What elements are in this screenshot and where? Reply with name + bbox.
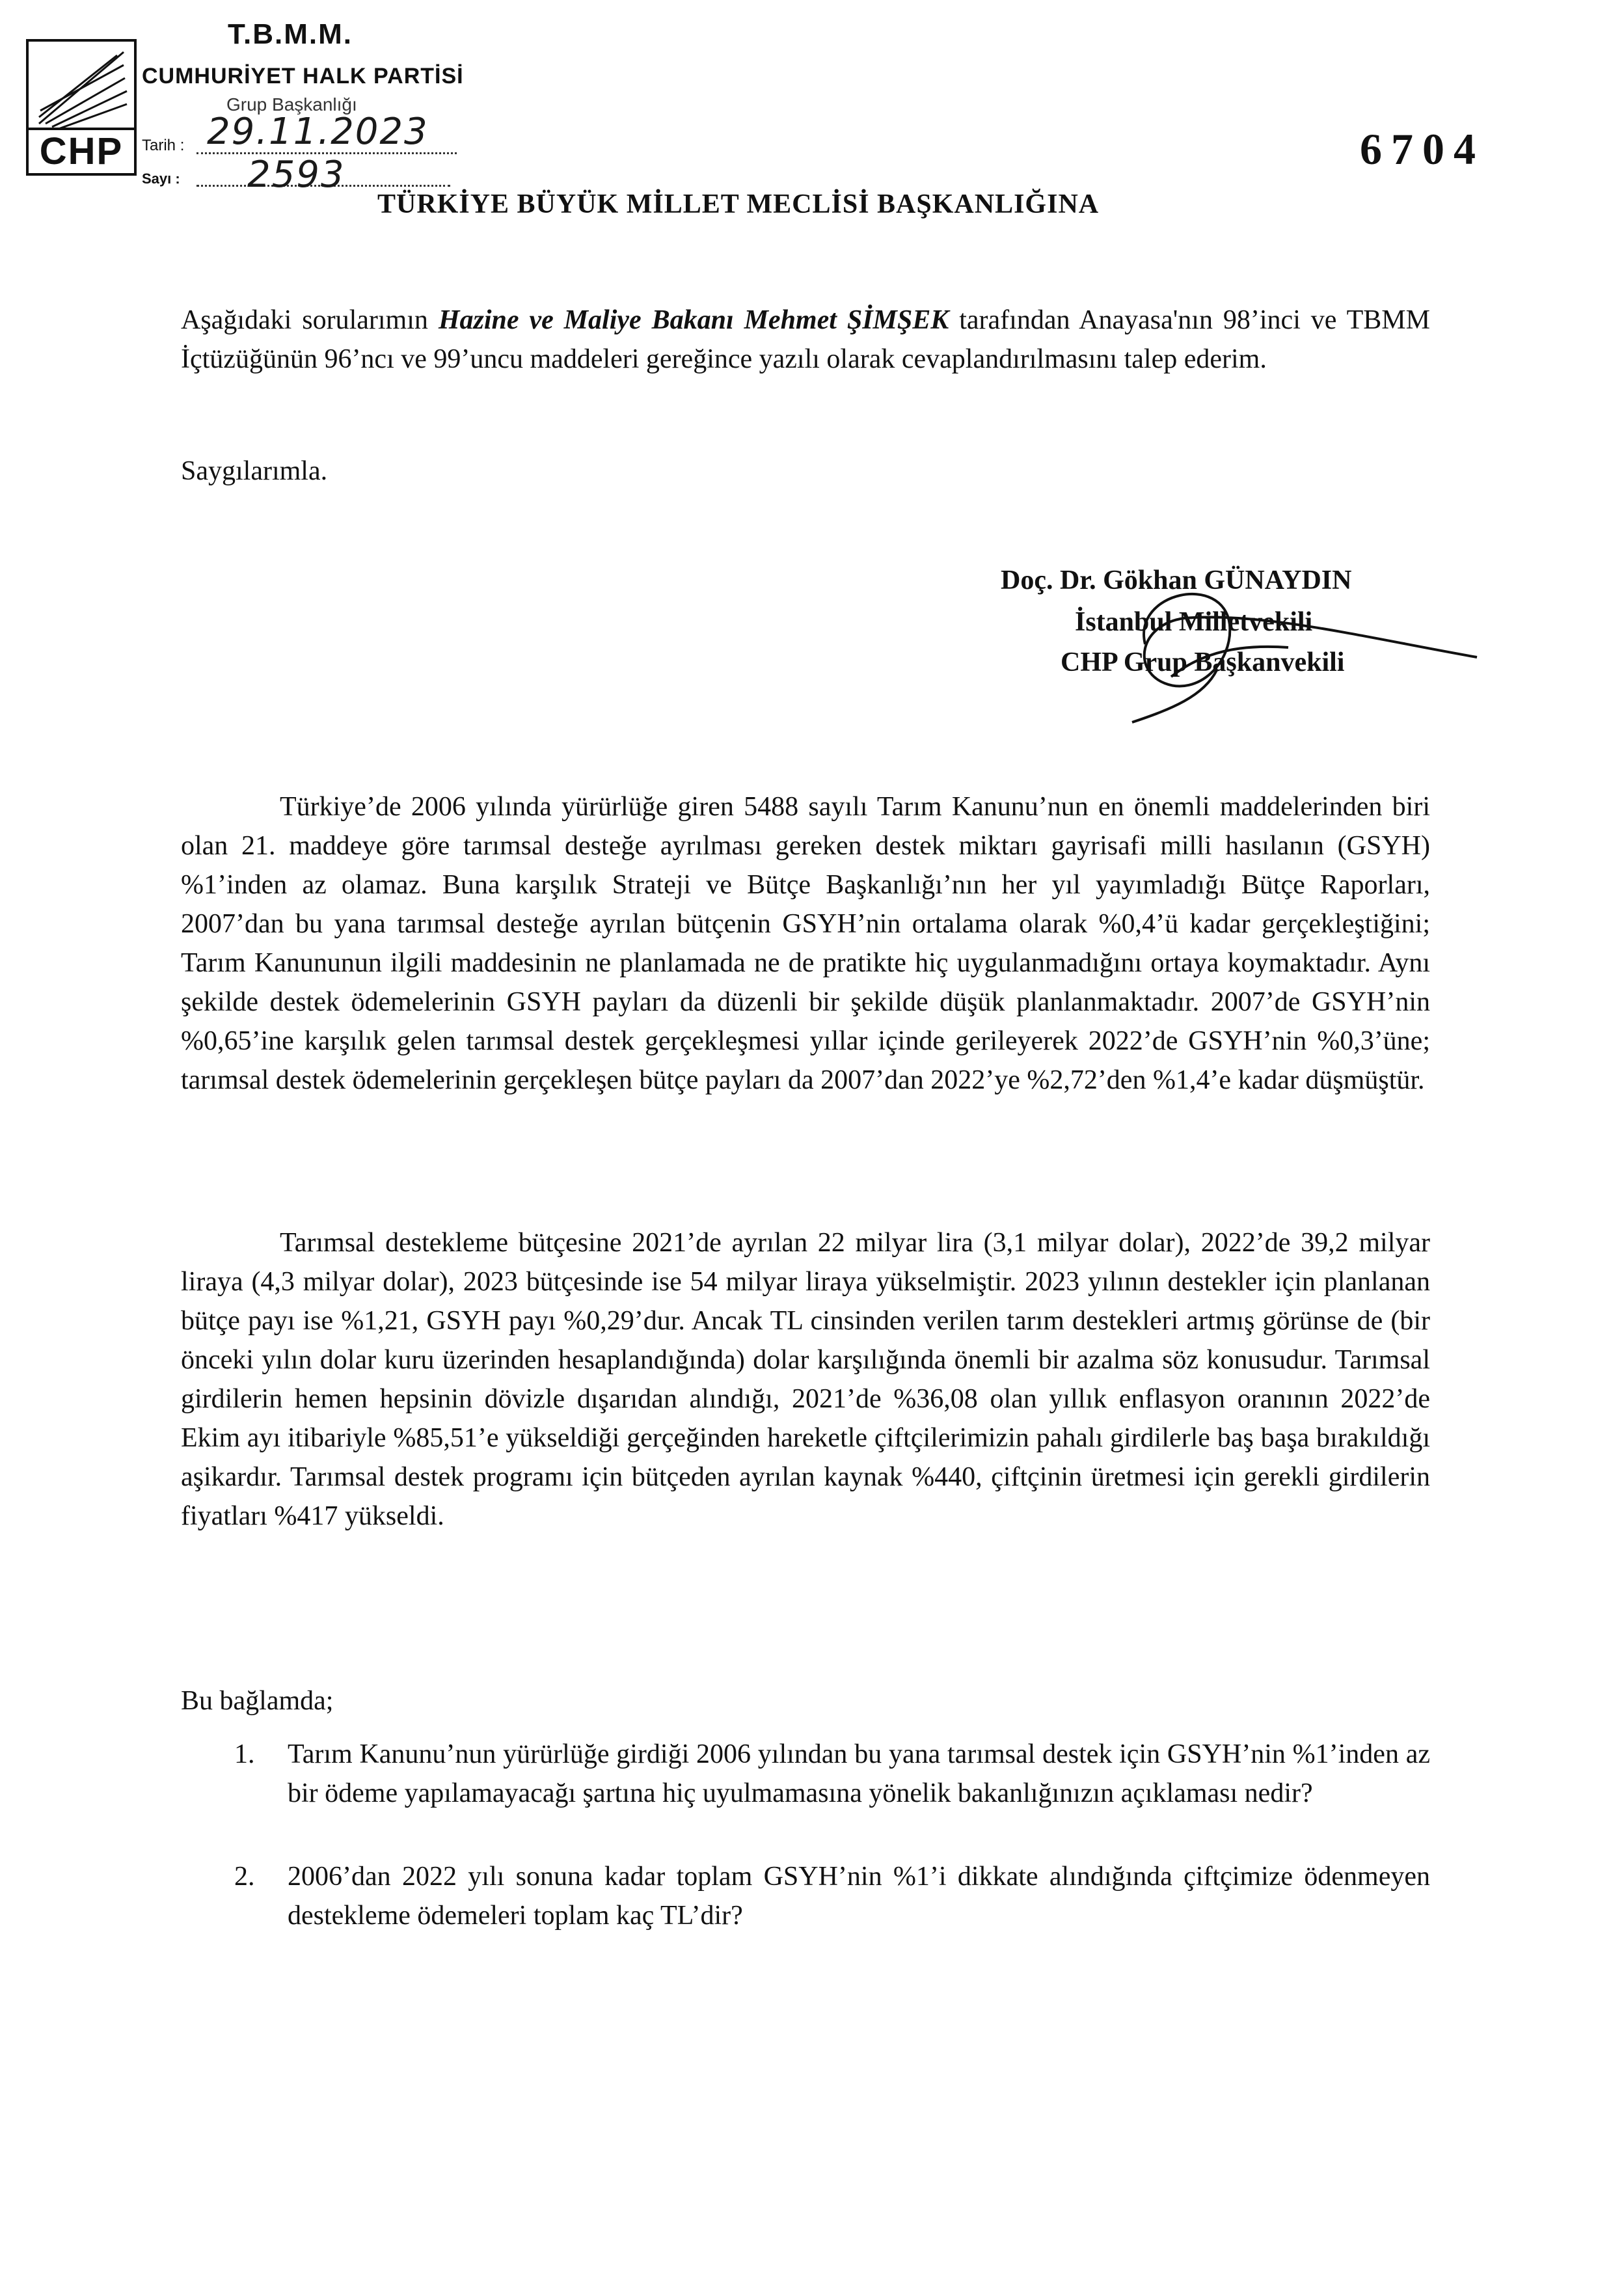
- question-number: 2.: [234, 1862, 255, 1892]
- group-office: Grup Başkanlığı: [226, 94, 357, 115]
- date-label: Tarih :: [142, 137, 185, 154]
- question-text: 2006’dan 2022 yılı sonuna kadar toplam GSYH’nin %1’i dikkate alındığında çiftçimize ödenmeyen destekleme ödemeleri toplam kaç TL’dir?: [288, 1862, 1430, 1931]
- minister-name: Hazine ve Maliye Bakanı Mehmet ŞİMŞEK: [438, 305, 949, 335]
- handwritten-number: 2593: [247, 154, 345, 196]
- six-arrows-icon: [33, 46, 130, 130]
- institution-name: T.B.M.M.: [228, 18, 353, 50]
- addressee-heading: TÜRKİYE BÜYÜK MİLLET MECLİSİ BAŞKANLIĞINA: [377, 189, 1100, 219]
- intro-paragraph: [181, 301, 1430, 379]
- greeting: Saygılarımla.: [181, 456, 328, 486]
- signature-title: CHP Grup Başkanvekili: [1061, 647, 1345, 677]
- question-item: [181, 1735, 1430, 1813]
- logo-text: CHP: [29, 128, 134, 173]
- signature-role: İstanbul Milletvekili: [1075, 607, 1313, 637]
- body-paragraph-1: Türkiye’de 2006 yılında yürürlüğe giren 5488 sayılı Tarım Kanunu’nun en önemli maddelerinden biri olan 21. maddeye göre tarımsal desteğe ayrılması gereken destek miktarı gayrisafi milli hasılanın (GSYH) %1’inden az olamaz. Buna karşılık Strateji ve Bütçe Başkanlığı’nın her yıl yayımladığı Bütçe Raporları, 2007’dan bu yana tarımsal desteğe ayrılan bütçenin GSYH’nin ortalama olarak %0,4’ü kadar gerçekleştiğini; Tarım Kanununun ilgili maddesinin ne planlamada ne de pratikte hiç uygulanmadığını ortaya koymaktadır. Aynı şekilde destek ödemelerinin GSYH payları da düzenli bir şekilde düşük planlanmaktadır. 2007’de GSYH’nin %0,65’ine karşılık gelen tarımsal destek gerçekleşmesi yıllar içinde gerileyerek 2022’de GSYH’nin %0,3’üne; tarımsal destek ödemelerinin gerçekleşen bütçe payları da 2007’dan 2022’ye %2,72’den %1,4’e kadar düşmüştür.: [181, 792, 1430, 1095]
- handwritten-date: 29.11.2023: [207, 111, 429, 153]
- signature-name: Doç. Dr. Gökhan GÜNAYDIN: [1001, 565, 1352, 595]
- intro-before: Aşağıdaki sorularımın: [181, 305, 439, 335]
- question-text: Tarım Kanunu’nun yürürlüğe girdiği 2006 yılından bu yana tarımsal destek için GSYH’nin %1’inden az bir ödeme yapılamayacağı şartına hiç uyulmamasına yönelik bakanlığınızın açıklaması nedir?: [288, 1739, 1430, 1808]
- document-number: 6704: [1360, 124, 1485, 174]
- question-item: [181, 1857, 1430, 1935]
- body-paragraph-2: Tarımsal destekleme bütçesine 2021’de ayrılan 22 milyar lira (3,1 milyar dolar), 2022’de 39,2 milyar liraya (4,3 milyar dolar), 2023 bütçesinde ise 54 milyar liraya yükselmiştir. 2023 yılının destekler için planlanan bütçe payı ise %1,21, GSYH payı %0,29’dur. Ancak TL cinsinden verilen tarım destekleri artmış görünse de (bir önceki yılın dolar kuru üzerinden hesaplandığında) dolar karşılığında önemli bir azalma söz konusudur. Tarımsal girdilerin hemen hepsinin dövizle dışarıdan alındığı, 2021’de %36,08 olan yıllık enflasyon oranının 2022’de Ekim ayı itibariyle %85,51’e yükseldiği gerçeğinden hareketle çiftçilerimizin pahalı girdilerle baş başa bırakıldığı aşikardır. Tarımsal destek programı için bütçeden ayrılan kaynak %440, çiftçinin üretmesi için gerekli girdilerin fiyatları %417 yükseldi.: [181, 1228, 1430, 1531]
- context-line: Bu bağlamda;: [181, 1686, 334, 1716]
- party-logo: [26, 39, 137, 176]
- party-name: CUMHURİYET HALK PARTİSİ: [142, 64, 464, 88]
- intro-after: tarafından Anayasa'nın 98’inci ve TBMM İçtüzüğünün 96’ncı ve 99’uncu maddeleri gereğince yazılı olarak cevaplandırılmasını talep ederim.: [181, 305, 1430, 374]
- question-number: 1.: [234, 1739, 255, 1769]
- question-list: [181, 1735, 1430, 1935]
- number-label: Sayı :: [142, 170, 180, 187]
